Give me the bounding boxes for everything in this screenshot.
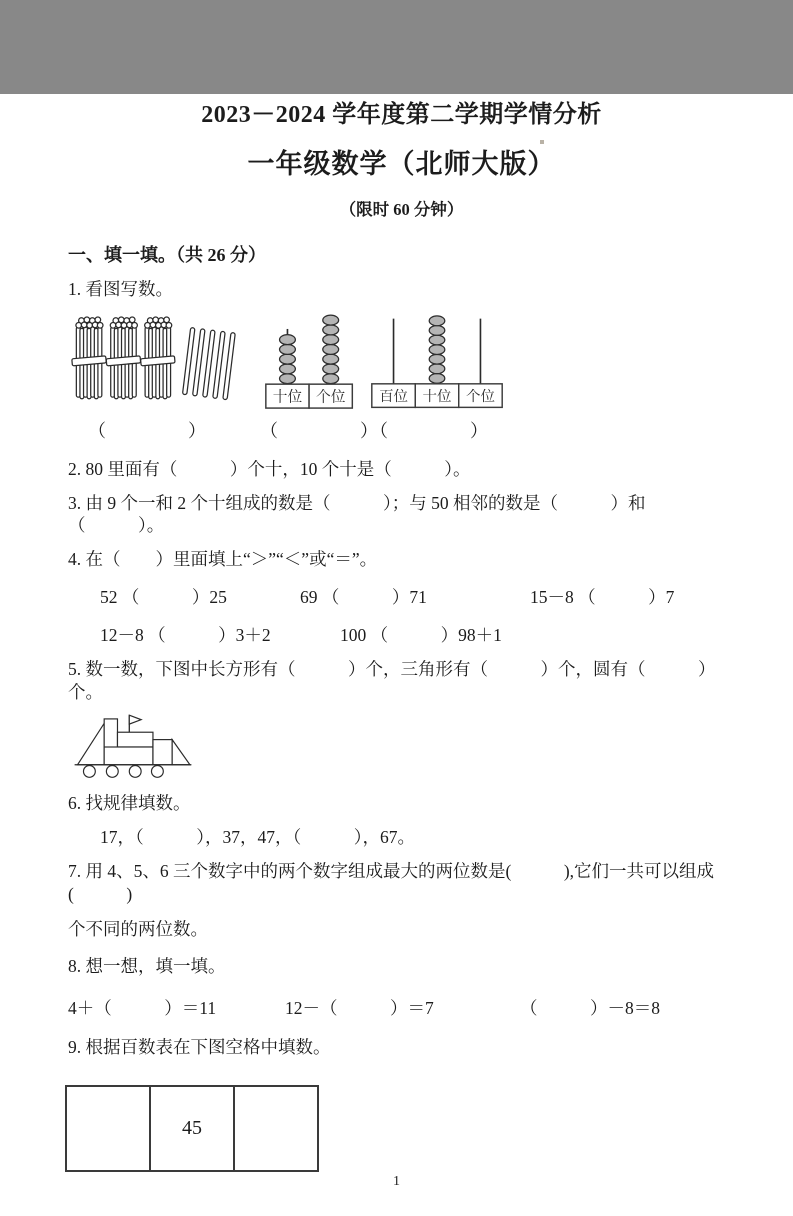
- equation-item: 4＋（ ）＝11: [68, 997, 217, 1018]
- section1-heading: 一、填一填。（共 26 分）: [68, 245, 266, 265]
- abacus-bead: [280, 354, 296, 364]
- time-limit: （限时 60 分钟）: [339, 200, 464, 219]
- abacus-label-ones: 个位: [315, 389, 346, 406]
- question-8-equations: [68, 995, 735, 1020]
- exam-subject-title: 一年级数学（北师大版）: [247, 149, 556, 179]
- comparison-item: 15－8 （ ）7: [530, 586, 675, 607]
- abacus-bead: [323, 364, 339, 374]
- equation-item: 12－（ ）＝7: [285, 997, 434, 1018]
- abacus-bead: [429, 354, 445, 364]
- flag-triangle: [129, 715, 141, 724]
- counting-sticks-figure: [74, 313, 242, 411]
- train-body-rect: [104, 747, 153, 765]
- abacus-bead: [323, 334, 339, 344]
- answer-blank: （ ）: [370, 420, 490, 441]
- abacus-bead: [323, 315, 339, 325]
- equation-item: （ ）－8＝8: [520, 997, 660, 1018]
- question-6-sequence: 17，（ ），37，47，（ ），67。: [100, 827, 415, 847]
- question-3: 3. 由 9 个一和 2 个十组成的数是（ ）；与 50 相邻的数是（ ）和（ ）。: [68, 492, 646, 536]
- exam-title: 2023－2024 学年度第二学期学情分析: [201, 102, 602, 128]
- comparison-item: 52 （ ）25: [100, 586, 227, 607]
- abacus-bead: [280, 334, 296, 344]
- question-8-label: 8. 想一想，填一填。: [68, 956, 226, 976]
- page-number: 1: [393, 1174, 400, 1189]
- abacus-bead: [323, 344, 339, 354]
- loose-sticks: [182, 327, 235, 399]
- train-wheel: [151, 766, 163, 778]
- question-1-label: 1. 看图写数。: [68, 279, 173, 299]
- question-7-line2: 个不同的两位数。: [68, 919, 208, 940]
- hundred-chart-cell: 45: [149, 1087, 233, 1170]
- abacus-bead: [323, 325, 339, 335]
- train-wheel: [129, 766, 141, 778]
- comparison-item: 100 （ ）98＋1: [340, 624, 502, 645]
- stray-mark: [540, 140, 544, 144]
- abacus-bead: [429, 335, 445, 345]
- abacus-bead: [429, 373, 445, 383]
- stick-bundle: [72, 317, 175, 399]
- train-right-triangle: [172, 740, 190, 765]
- question-1-answer-blanks: [68, 417, 735, 447]
- question-4-label: 4. 在（ ）里面填上“＞”“＜”或“＝”。: [68, 549, 378, 569]
- question-2: 2. 80 里面有（ ）个十，10 个十是（ ）。: [68, 458, 471, 479]
- question-1-figures: [74, 309, 735, 411]
- abacus-bead: [429, 316, 445, 326]
- comparison-item: 69 （ ）71: [300, 586, 427, 607]
- abacus-label-hundreds: 百位: [379, 388, 409, 405]
- abacus-bead: [323, 373, 339, 383]
- train-right-rect: [153, 740, 172, 765]
- abacus-ones-beads: [323, 315, 339, 383]
- train-wheel: [106, 766, 118, 778]
- abacus-two-digit-figure: [264, 315, 356, 411]
- train-left-triangle: [78, 724, 105, 765]
- abacus-label-tens: 十位: [422, 388, 452, 405]
- hundred-chart-cell: [67, 1087, 149, 1170]
- question-4-row2: [68, 622, 735, 647]
- abacus-tens-beads: [280, 334, 296, 383]
- abacus-bead: [429, 325, 445, 335]
- exam-page: [0, 94, 793, 1216]
- question-4-row1: [68, 584, 735, 609]
- abacus-bead: [280, 344, 296, 354]
- abacus-label-ones: 个位: [465, 388, 495, 405]
- answer-blank: （ ）: [260, 420, 380, 441]
- shape-train-figure: [70, 713, 196, 781]
- comparison-item: 12－8 （ ）3＋2: [100, 624, 271, 645]
- abacus-tens-beads: [429, 316, 445, 383]
- question-6-label: 6. 找规律填数。: [68, 793, 191, 814]
- abacus-bead: [429, 344, 445, 354]
- hundred-chart-cell: [233, 1087, 317, 1170]
- train-cab-rect: [117, 732, 152, 747]
- answer-blank: （ ）: [88, 420, 208, 441]
- question-9-label: 9. 根据百数表在下图空格中填数。: [68, 1036, 331, 1057]
- question-7-line1: 7. 用 4、5、6 三个数字中的两个数字组成最大的两位数是( ),它们一共可以组成( ): [68, 860, 715, 904]
- abacus-bead: [280, 364, 296, 374]
- abacus-bead: [429, 364, 445, 374]
- abacus-label-tens: 十位: [272, 389, 303, 406]
- train-wheel: [83, 766, 95, 778]
- question-5: 5. 数一数，下图中长方形有（ ）个，三角形有（ ）个，圆有（ ）个。: [68, 658, 716, 702]
- abacus-three-digit-figure: [370, 315, 504, 411]
- hundred-chart-grid: [65, 1085, 319, 1172]
- abacus-bead: [323, 354, 339, 364]
- abacus-bead: [280, 373, 296, 383]
